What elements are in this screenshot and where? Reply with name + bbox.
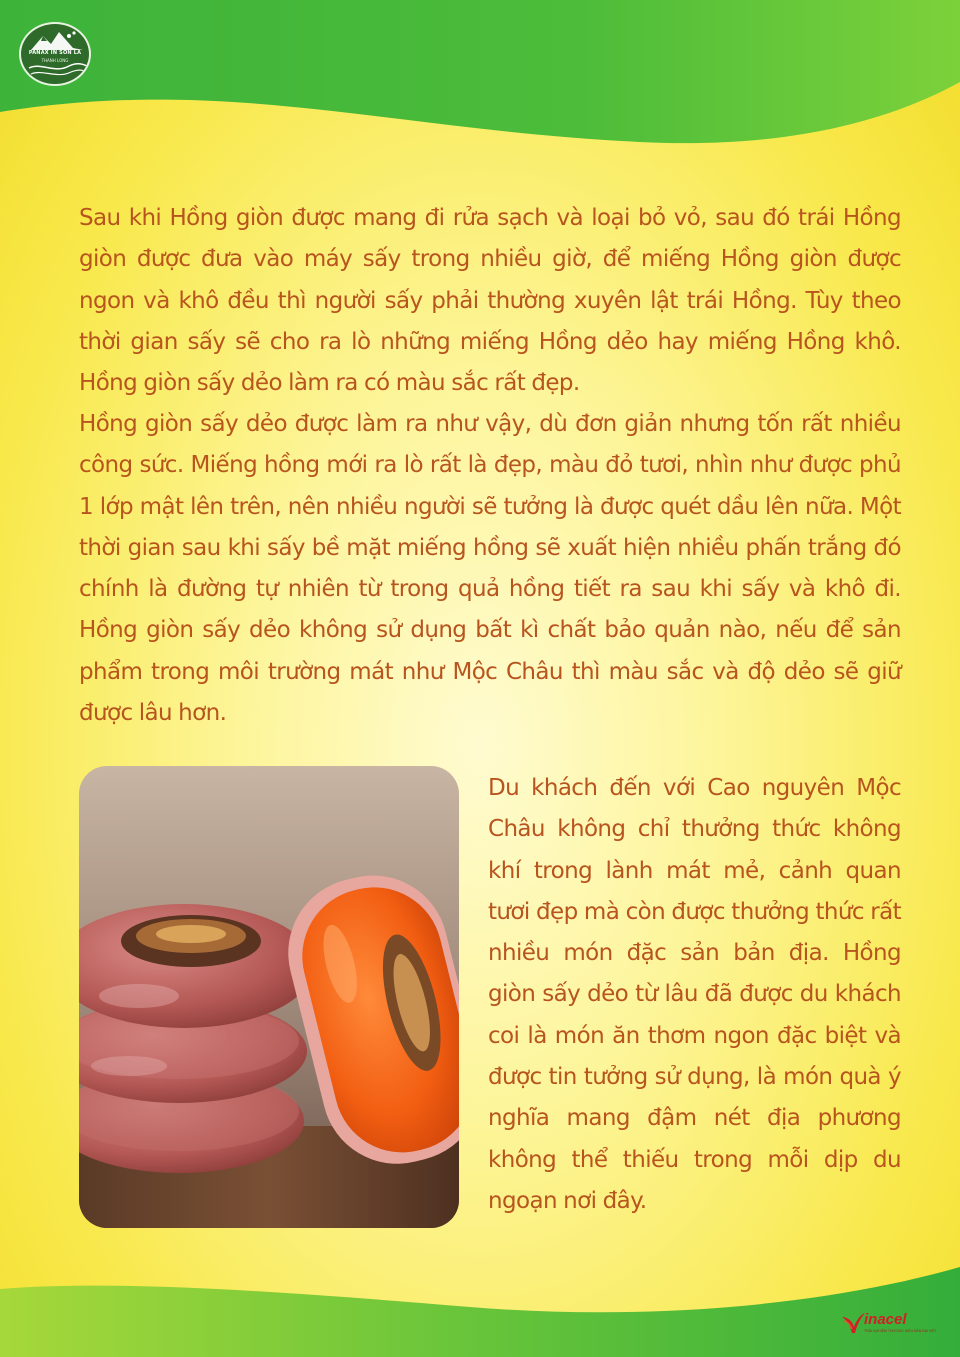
top-green-wave — [0, 0, 960, 160]
logo-line-1: PANAX IN SON LA — [28, 50, 82, 56]
paragraph-drying-process: Sau khi Hồng giòn được mang đi rửa sạch và loại bỏ vỏ, sau đó trái Hồng giòn được đưa vào máy sấy trong nhiều giờ, để miếng Hồng giòn được ngon và khô đều thì người sấy phải thường xuyên lật trái Hồng. Tùy theo thời gian sấy sẽ cho ra lò những miếng Hồng dẻo hay miếng Hồng khô. Hồng giòn sấy dẻo làm ra có màu sắc rất đẹp. — [79, 205, 901, 397]
dried-persimmon-photo — [79, 766, 459, 1228]
brand-logo — [19, 22, 91, 86]
vinacel-brand — [840, 1311, 935, 1339]
bottom-green-wave — [0, 1237, 960, 1357]
vinacel-bird-icon — [840, 1311, 866, 1337]
brand-name: inacel — [864, 1311, 907, 1328]
paragraph-preparation: Hồng giòn sấy dẻo được làm ra như vậy, dù đơn giản nhưng tốn rất nhiều công sức. Miếng hồng mới ra lò rất là đẹp, màu đỏ tươi, nhìn như được phủ 1 lớp mật lên trên, nên nhiều người sẽ tưởng là được quét dầu lên nữa. Một thời gian sau khi sấy bề mặt miếng hồng sẽ xuất hiện nhiều phấn trắng đó chính là đường tự nhiên từ trong quả hồng tiết ra sau khi sấy và khô đi. Hồng giòn sấy dẻo không sử dụng bất kì chất bảo quản nào, nếu để sản phẩm trong môi trường mát như Mộc Châu thì màu sắc và độ dẻo sẽ giữ được lâu hơn. — [79, 411, 901, 727]
logo-line-2: THANH LONG — [41, 58, 69, 63]
brand-tagline: TRẢI NGHIỆM THƯƠNG HIỆU BẢN ĐỊA VIỆT — [864, 1329, 937, 1333]
paragraph-moc-chau-specialty: Du khách đến với Cao nguyên Mộc Châu không chỉ thưởng thức không khí trong lành mát mẻ, cảnh quan tươi đẹp mà còn được thưởng thức rất nhiều món đặc sản bản địa. Hồng giòn sấy dẻo từ lâu đã được du khách coi là món ăn thơm ngon đặc biệt và được tin tưởng sử dụng, là món quà ý nghĩa mang đậm nét địa phương không thể thiếu trong mỗi dịp du ngoạn nơi đây. — [488, 775, 901, 1214]
